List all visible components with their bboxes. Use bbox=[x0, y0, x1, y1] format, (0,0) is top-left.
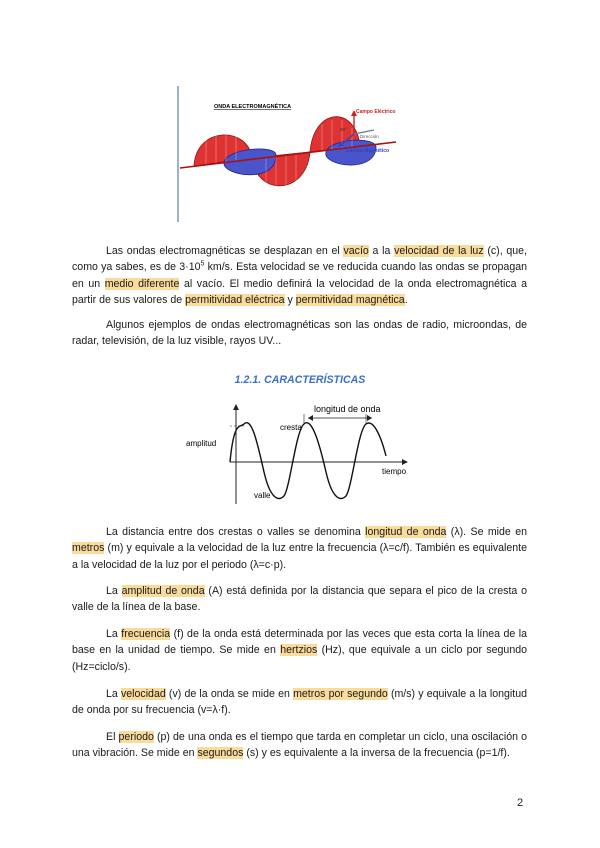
text: La distancia entre dos crestas o valles se denomina bbox=[106, 526, 366, 538]
label-amplitude: amplitud bbox=[186, 439, 217, 448]
text: . bbox=[404, 293, 408, 306]
highlight-segundos: segundos bbox=[197, 747, 244, 760]
page-number: 2 bbox=[517, 797, 524, 809]
text: km/s. Esta velocidad se ve reducida cuando las ondas se propagan en un bbox=[72, 261, 527, 290]
text: (m) y equivale a la velocidad de la luz entre la frecuencia (λ=c/f). También es equivalente a la velocidad de la luz por el periodo (λ=c·p). bbox=[72, 542, 527, 571]
label-crest: cresta bbox=[280, 423, 302, 432]
paragraph-wavelength bbox=[72, 524, 527, 573]
legend-angle-label: 90° bbox=[340, 127, 347, 132]
legend-direction-label: Dirección bbox=[360, 134, 379, 139]
text: (λ). Se mide en bbox=[446, 526, 527, 538]
paragraph-velocity bbox=[72, 686, 527, 719]
text: Las ondas electromagnéticas se desplazan en el bbox=[106, 245, 344, 257]
text: (p) de una onda es el tiempo que tarda en completar un ciclo, una oscilación o una vibración. Se mide en bbox=[72, 731, 527, 760]
paragraph-period bbox=[72, 729, 527, 762]
text: (c), que, como ya sabes, es de 3·10 bbox=[72, 245, 527, 274]
section-heading: 1.2.1. CARACTERÍSTICAS bbox=[234, 374, 366, 386]
text: La bbox=[106, 688, 121, 700]
wave-characteristics-figure bbox=[186, 400, 416, 508]
legend-magnetic-label: Campo Magnético bbox=[346, 148, 390, 154]
legend-electric-label: Campo Eléctrico bbox=[356, 109, 396, 115]
text: a la bbox=[368, 245, 395, 257]
highlight-medio-diferente: medio diferente bbox=[104, 277, 180, 290]
paragraph-amplitude bbox=[72, 583, 527, 616]
text: (v) de la onda se mide en bbox=[165, 688, 294, 700]
text: La bbox=[106, 585, 122, 597]
label-valley: valle bbox=[254, 491, 271, 500]
label-time: tiempo bbox=[382, 467, 407, 476]
paragraph-propagation bbox=[72, 243, 527, 308]
text: y bbox=[284, 293, 296, 306]
label-wavelength: longitud de onda bbox=[314, 404, 381, 414]
highlight-velocidad-luz: velocidad de la luz bbox=[394, 245, 484, 257]
highlight-vacio: vacío bbox=[343, 245, 369, 257]
exponent: 5 bbox=[200, 260, 205, 268]
text: Algunos ejemplos de ondas electromagnéticas son las ondas de radio, microondas, de radar, televisión, de la luz visible, rayos UV... bbox=[72, 319, 527, 348]
electromagnetic-wave-figure bbox=[176, 86, 422, 222]
sine-wave bbox=[230, 423, 386, 499]
highlight-permitividad-electrica: permitividad eléctrica bbox=[185, 293, 285, 306]
paragraph-examples bbox=[72, 317, 527, 350]
figure1-title: ONDA ELECTROMAGNÉTICA bbox=[214, 104, 292, 110]
paragraph-frequency bbox=[72, 626, 527, 675]
highlight-metros-por-segundo: metros por segundo bbox=[293, 688, 388, 700]
highlight-frecuencia: frecuencia bbox=[121, 628, 171, 640]
highlight-permitividad-magnetica: permitividad magnética bbox=[295, 293, 405, 306]
highlight-amplitud-onda: amplitud de onda bbox=[121, 585, 205, 597]
text: La bbox=[106, 628, 122, 640]
highlight-velocidad: velocidad bbox=[120, 688, 166, 700]
highlight-hertzios: hertzios bbox=[280, 644, 318, 657]
text: El bbox=[106, 731, 119, 743]
highlight-longitud-onda: longitud de onda bbox=[365, 526, 447, 538]
text: al vacío. El medio definirá la velocidad de la onda electromagnética a partir de sus valores de bbox=[72, 277, 527, 306]
text: (A) está definida por la distancia que separa el pico de la cresta o valle de la línea de la base. bbox=[72, 585, 528, 614]
highlight-periodo: periodo bbox=[118, 731, 154, 743]
text: (m/s) y equivale a la longitud de onda por su frecuencia (v=λ·f). bbox=[72, 688, 527, 717]
text: (Hz), que equivale a un ciclo por segundo (Hz=ciclo/s). bbox=[72, 644, 527, 673]
text: (f) de la onda está determinada por las veces que esta corta la línea de la base en la unidad de tiempo. Se mide en bbox=[72, 628, 527, 657]
highlight-metros: metros bbox=[72, 542, 105, 555]
text: (s) y es equivalente a la inversa de la frecuencia (p=1/f). bbox=[243, 747, 510, 760]
